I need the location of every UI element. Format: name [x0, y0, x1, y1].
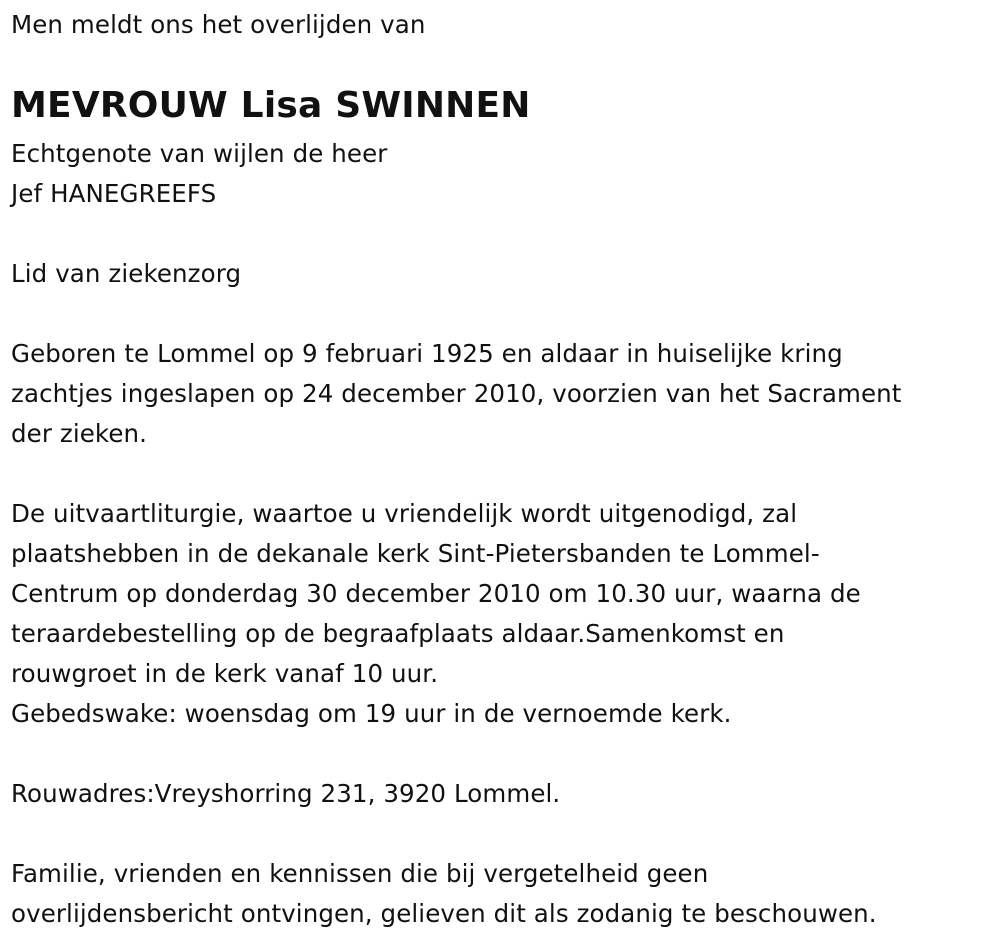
funeral-line: De uitvaartliturgie, waartoe u vriendelijk wordt uitgenodigd, zal — [11, 499, 798, 528]
family-line: overlijdensbericht ontvingen, gelieven dit als zodanig te beschouwen. — [11, 899, 877, 928]
address-paragraph — [11, 774, 560, 814]
birth-death-paragraph — [11, 334, 901, 454]
birth-death-line: Geboren te Lommel op 9 februari 1925 en aldaar in huiselijke kring — [11, 339, 843, 368]
funeral-line: Centrum op donderdag 30 december 2010 om 10.30 uur, waarna de — [11, 579, 861, 608]
spouse-line: Echtgenote van wijlen de heer — [11, 139, 388, 168]
membership-line: Lid van ziekenzorg — [11, 259, 242, 288]
family-paragraph — [11, 854, 877, 934]
address-line: Rouwadres:Vreyshorring 231, 3920 Lommel. — [11, 779, 561, 808]
birth-death-line: der zieken. — [11, 419, 148, 448]
funeral-paragraph — [11, 494, 861, 734]
membership-paragraph — [11, 254, 241, 294]
funeral-line: plaatshebben in de dekanale kerk Sint-Pietersbanden te Lommel- — [11, 539, 820, 568]
funeral-line: teraardebestelling op de begraafplaats aldaar.Samenkomst en — [11, 619, 785, 648]
deceased-name: MEVROUW Lisa SWINNEN — [11, 85, 531, 126]
birth-death-line: zachtjes ingeslapen op 24 december 2010, voorzien van het Sacrament — [11, 379, 902, 408]
family-line: Familie, vrienden en kennissen die bij vergetelheid geen — [11, 859, 709, 888]
spouse-line: Jef HANEGREEFS — [11, 179, 217, 208]
funeral-line: rouwgroet in de kerk vanaf 10 uur. — [11, 659, 439, 688]
funeral-line: Gebedswake: woensdag om 19 uur in de vernoemde kerk. — [11, 699, 732, 728]
intro-text: Men meldt ons het overlijden van — [11, 10, 426, 39]
spouse-paragraph — [11, 134, 387, 214]
